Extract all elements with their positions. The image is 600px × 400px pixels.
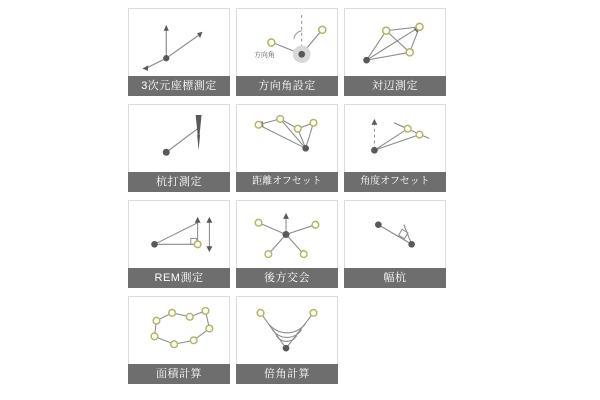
resection-icon [236,200,338,268]
function-card-label: 距離オフセット [236,172,338,192]
function-card-label: 面積計算 [128,364,230,384]
function-card-distance-offset[interactable] [236,104,338,192]
angle-offset-icon [344,104,446,172]
missing-line-measurement-icon [344,8,446,76]
function-card-rem-measurement[interactable] [128,200,230,288]
area-calculation-icon [128,296,230,364]
function-card-label: 倍角計算 [236,364,338,384]
function-card-label: 角度オフセット [344,172,446,192]
function-card-label: 後方交会 [236,268,338,288]
function-card-stakeout-measurement[interactable] [128,104,230,192]
function-card-label: 杭打測定 [128,172,230,192]
function-card-resection[interactable] [236,200,338,288]
function-card-width-stake[interactable] [344,200,446,288]
function-card-area-calculation[interactable] [128,296,230,384]
function-card-label: 3次元座標測定 [128,76,230,96]
function-card-repetition-angle-calculation[interactable] [236,296,338,384]
repetition-angle-calculation-icon [236,296,338,364]
distance-offset-icon [236,104,338,172]
rem-measurement-icon [128,200,230,268]
azimuth-setting-icon [236,8,338,76]
function-card-angle-offset[interactable] [344,104,446,192]
function-card-label: REM測定 [128,268,230,288]
azimuth-inner-label: 方向角 [254,52,275,60]
stakeout-measurement-icon [128,104,230,172]
function-card-label: 方向角設定 [236,76,338,96]
function-card-missing-line-measurement[interactable] [344,8,446,96]
function-card-label: 幅杭 [344,268,446,288]
function-card-azimuth-setting[interactable] [236,8,338,96]
width-stake-icon [344,200,446,268]
function-card-3d-coordinate-measurement[interactable] [128,8,230,96]
3d-coordinate-measurement-icon [128,8,230,76]
function-icon-grid [128,8,472,392]
function-card-label: 対辺測定 [344,76,446,96]
